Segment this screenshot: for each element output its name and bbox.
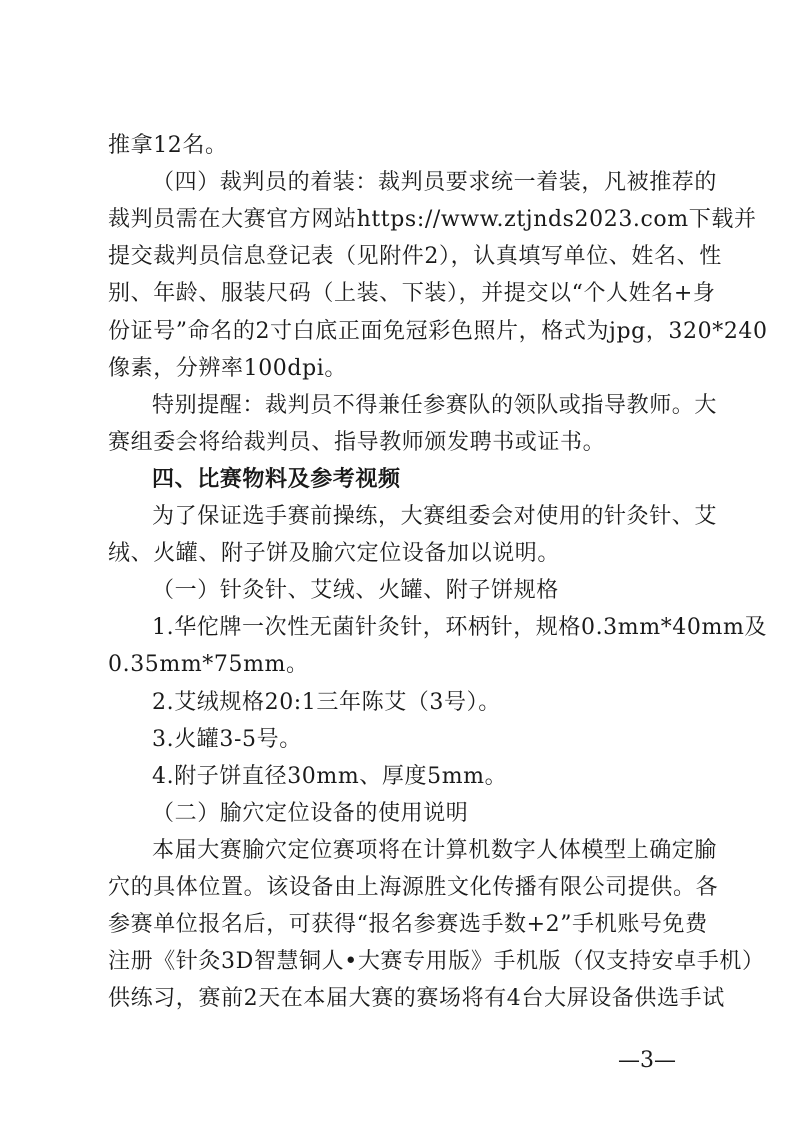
text-line-12: 绒、火罐、附子饼及腧穴定位设备加以说明。 — [108, 541, 561, 566]
text-line-3: 裁判员需在大赛官方网站https://www.ztjnds2023.com下载并 — [108, 207, 757, 232]
text-line-24: 供练习，赛前2天在本届大赛的赛场将有4台大屏设备供选手试 — [108, 986, 725, 1011]
text-line-17: 3.火罐3-5号。 — [152, 727, 302, 752]
subheading-1: （一）针灸针、艾绒、火罐、附子饼规格 — [152, 578, 559, 603]
text-line-9: 赛组委会将给裁判员、指导教师颁发聘书或证书。 — [108, 430, 606, 455]
text-line-2: （四）裁判员的着装：裁判员要求统一着装，凡被推荐的 — [152, 170, 718, 195]
text-line-4: 提交裁判员信息登记表（见附件2），认真填写单位、姓名、性 — [108, 244, 722, 269]
text-line-22: 参赛单位报名后，可获得“报名参赛选手数+2”手机账号免费 — [108, 912, 708, 937]
text-line-5: 别、年龄、服装尺码（上装、下装），并提交以“个人姓名+身 — [108, 281, 716, 306]
text-line-20: 本届大赛腧穴定位赛项将在计算机数字人体模型上确定腧 — [152, 838, 718, 863]
text-line-7: 像素，分辨率100dpi。 — [108, 356, 347, 381]
text-line-6: 份证号”命名的2寸白底正面免冠彩色照片，格式为jpg，320*240 — [108, 319, 768, 344]
text-line-8: 特别提醒：裁判员不得兼任参赛队的领队或指导教师。大 — [152, 393, 718, 418]
text-line-18: 4.附子饼直径30mm、厚度5mm。 — [152, 764, 508, 789]
page-number: —3— — [618, 1048, 676, 1073]
text-line-15: 0.35mm*75mm。 — [108, 652, 309, 677]
text-line-11: 为了保证选手赛前操练，大赛组委会对使用的针灸针、艾 — [152, 504, 718, 529]
subheading-2: （二）腧穴定位设备的使用说明 — [152, 801, 469, 826]
text-line-21: 穴的具体位置。该设备由上海源胜文化传播有限公司提供。各 — [108, 875, 719, 900]
section-heading: 四、比赛物料及参考视频 — [152, 467, 401, 492]
text-line-23: 注册《针灸3D智慧铜人•大赛专用版》手机版（仅支持安卓手机） — [108, 949, 765, 974]
text-line-14: 1.华佗牌一次性无菌针灸针，环柄针，规格0.3mm*40mm及 — [152, 615, 768, 640]
text-line-1: 推拿12名。 — [108, 133, 228, 158]
text-line-16: 2.艾绒规格20:1三年陈艾（3号）。 — [152, 690, 501, 715]
